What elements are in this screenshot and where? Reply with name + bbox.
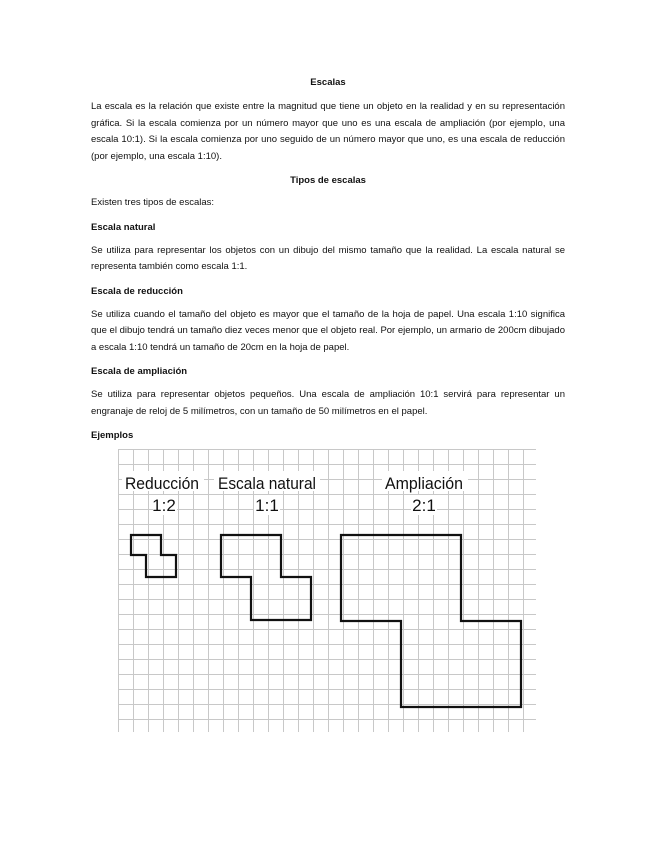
page-title: Escalas <box>310 77 346 88</box>
document-body <box>91 76 565 451</box>
grid-figure-svg <box>118 449 536 732</box>
section-title-types: Tipos de escalas <box>290 175 366 186</box>
panel-label-ampliacion: Ampliación <box>385 474 463 493</box>
scale-examples-figure <box>118 449 536 732</box>
panel-label-reduccion: Reducción <box>125 474 199 493</box>
panel-ratio-ampliacion: 2:1 <box>412 496 436 515</box>
intro-paragraph: La escala es la relación que existe entre la magnitud que tiene un objeto en la realidad y en su representación gráfica. Si la escala comienza por un número mayor que uno es una escala de ampliación (por ejemplo, una escala 10:1). Si la escala comienza por uno seguido de un número mayor que uno, es una escala de reducción (por ejemplo, una escala 1:10). <box>91 101 565 162</box>
shape-natural <box>221 535 311 620</box>
natural-paragraph: Se utiliza para representar los objetos con un dibujo del mismo tamaño que la realidad. La escala natural se representa también como escala 1:1. <box>91 244 565 272</box>
reduccion-paragraph: Se utiliza cuando el tamaño del objeto es mayor que el tamaño de la hoja de papel. Una escala 1:10 significa que el dibujo tendrá un tamaño diez veces menor que el objeto real. Por ejemplo, un armario de 200cm dibujado a escala 1:10 tendrá un tamaño de 20cm en la hoja de papel. <box>91 308 565 353</box>
heading-natural: Escala natural <box>91 221 156 233</box>
heading-ampliacion: Escala de ampliación <box>91 366 188 377</box>
heading-ejemplos: Ejemplos <box>91 430 134 441</box>
shape-reduccion <box>131 535 176 577</box>
panel-ratio-natural: 1:1 <box>255 496 279 515</box>
panel-ratio-reduccion: 1:2 <box>152 496 176 515</box>
ampliacion-paragraph: Se utiliza para representar objetos pequeños. Una escala de ampliación 10:1 servirá para representar un engranaje de reloj de 5 milímetros, con un tamaño de 50 milímetros en el papel. <box>91 389 565 417</box>
panel-label-natural: Escala natural <box>218 474 316 493</box>
types-intro-paragraph: Existen tres tipos de escalas: <box>91 197 215 208</box>
heading-reduccion: Escala de reducción <box>91 285 183 297</box>
